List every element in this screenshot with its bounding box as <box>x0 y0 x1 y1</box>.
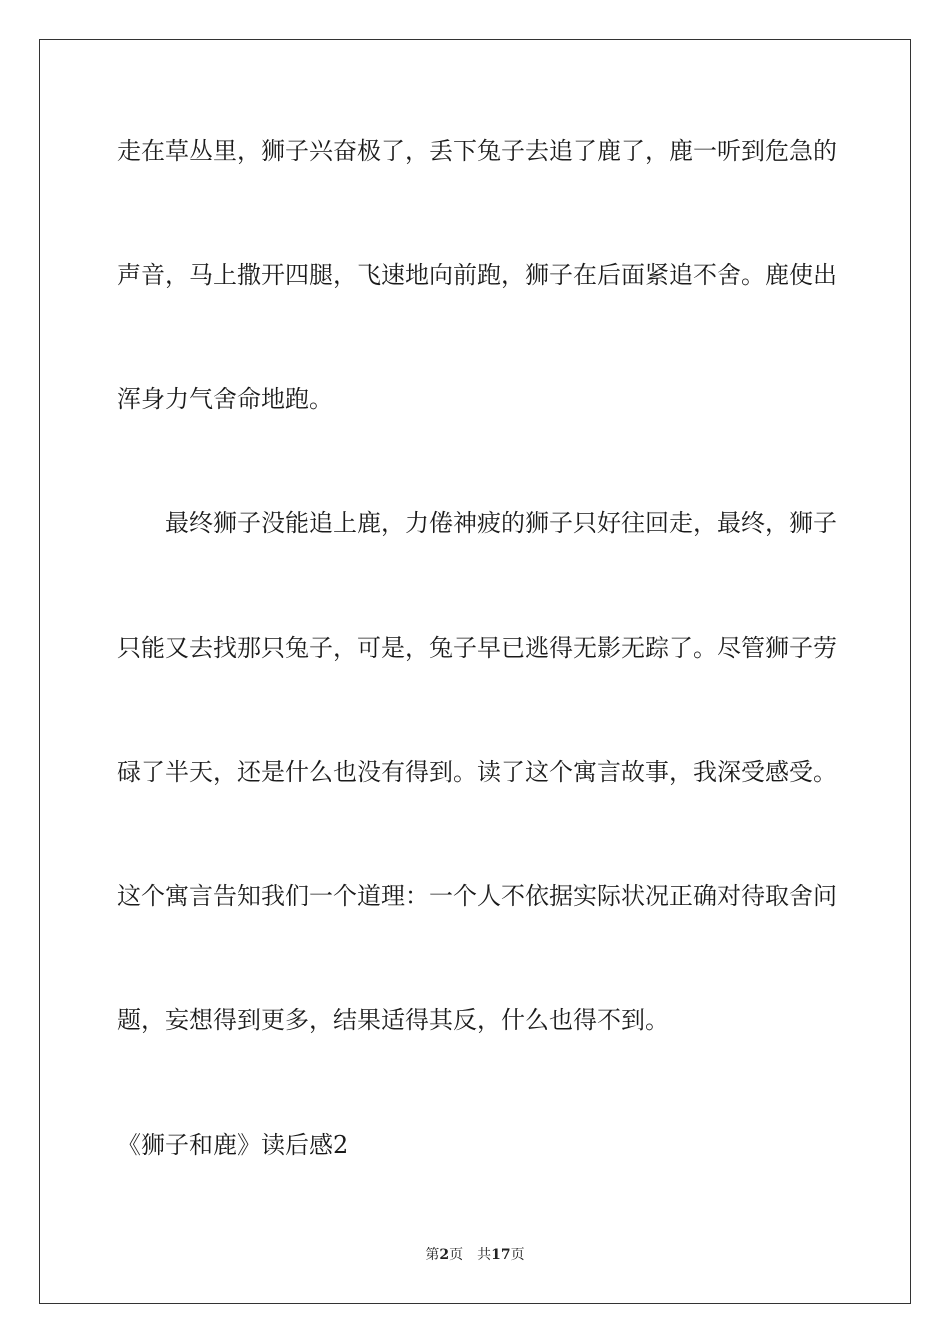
body-line: 走在草丛里，狮子兴奋极了，丢下兔子去追了鹿了，鹿一听到危急的 <box>117 137 837 165</box>
page-prefix: 第 <box>425 1247 440 1263</box>
section-heading: 《狮子和鹿》读后感2 <box>117 1131 349 1159</box>
body-line: 浑身力气舍命地跑。 <box>117 385 333 413</box>
total-suffix: 页 <box>510 1247 525 1263</box>
body-line: 碌了半天，还是什么也没有得到。读了这个寓言故事，我深受感受。 <box>117 758 837 786</box>
page-suffix: 页 <box>449 1247 464 1263</box>
page-number: 2 <box>439 1247 450 1263</box>
page-footer <box>0 1246 950 1264</box>
body-line: 这个寓言告知我们一个道理：一个人不依据实际状况正确对待取舍问 <box>117 882 837 910</box>
total-prefix: 共 <box>477 1247 492 1263</box>
page-border <box>39 39 911 1304</box>
paragraph-first-line: 最终狮子没能追上鹿，力倦神疲的狮子只好往回走，最终，狮子 <box>165 509 837 537</box>
total-pages: 17 <box>491 1247 511 1263</box>
body-line: 题，妄想得到更多，结果适得其反，什么也得不到。 <box>117 1006 669 1034</box>
body-line: 声音，马上撒开四腿，飞速地向前跑，狮子在后面紧追不舍。鹿使出 <box>117 261 837 289</box>
body-line: 只能又去找那只兔子，可是，兔子早已逃得无影无踪了。尽管狮子劳 <box>117 634 837 662</box>
